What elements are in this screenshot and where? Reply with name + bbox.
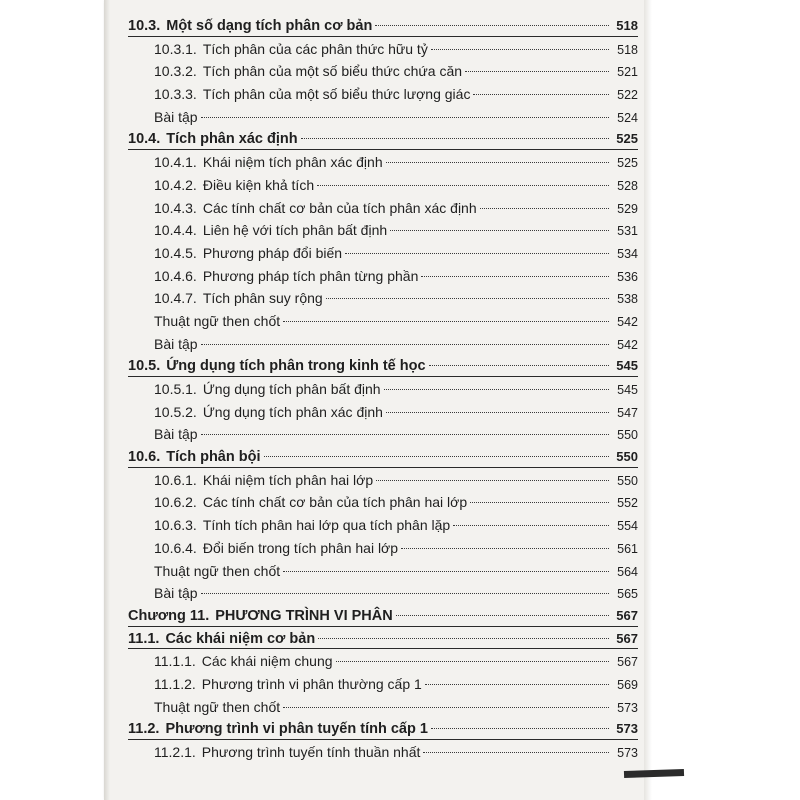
dot-leader — [283, 321, 609, 322]
toc-entry-number: 10.6.2. — [154, 494, 197, 511]
toc-entry — [128, 174, 638, 197]
toc-entry — [128, 696, 638, 719]
dot-leader — [453, 525, 609, 526]
toc-entry — [128, 242, 638, 265]
toc-entry-number: 10.4.5. — [154, 244, 197, 261]
toc-entry — [128, 491, 638, 514]
dot-leader — [326, 298, 609, 299]
toc-entry-title: Phương trình vi phân tuyến tính cấp 1 — [165, 721, 428, 738]
dot-leader — [431, 49, 609, 50]
toc-entry — [128, 582, 638, 605]
toc-entry-title: Các tính chất cơ bản của tích phân hai lớp — [202, 494, 468, 511]
dot-leader — [470, 502, 609, 503]
toc-entry-page: 524 — [617, 110, 638, 125]
dot-leader — [283, 707, 609, 708]
toc-entry-title: Ứng dụng tích phân bất định — [202, 381, 381, 397]
toc-entry-title: Tích phân suy rộng — [202, 290, 323, 307]
toc-entry-title: Phương trình tuyến tính thuần nhất — [201, 744, 421, 760]
toc-entry-title: Tính tích phân hai lớp qua tích phân lặp — [202, 517, 451, 534]
toc-entry — [128, 741, 638, 764]
toc-entry-number: 10.4.1. — [154, 154, 197, 171]
toc-entry — [128, 60, 638, 83]
toc-entry — [128, 197, 638, 220]
toc-entry-number: 10.5.2. — [154, 403, 197, 420]
dot-leader — [390, 230, 609, 231]
dot-leader — [396, 615, 609, 616]
toc-entry — [128, 673, 638, 696]
toc-entry-page: 542 — [617, 337, 638, 352]
toc-entry-page: 552 — [617, 496, 638, 511]
dot-leader — [473, 94, 609, 95]
toc-entry-page: 554 — [617, 519, 638, 534]
toc-entry-page: 550 — [617, 428, 638, 443]
dot-leader — [317, 185, 609, 186]
dot-leader — [336, 661, 609, 662]
toc-entry-number: 10.3.1. — [154, 40, 197, 57]
toc-entry — [128, 401, 638, 424]
toc-entry-title: Liên hệ với tích phân bất định — [202, 222, 388, 239]
dot-leader — [431, 728, 609, 729]
dot-leader — [201, 117, 609, 118]
dot-leader — [384, 389, 609, 390]
dot-leader — [386, 162, 609, 163]
toc-entry-number: 10.4.6. — [154, 267, 197, 284]
dot-leader — [301, 138, 609, 139]
section-underline — [128, 376, 638, 377]
dot-leader — [345, 253, 609, 254]
toc-entry-title: Phương trình vi phân thường cấp 1 — [201, 675, 422, 692]
toc-entry — [128, 333, 638, 356]
section-underline — [128, 149, 638, 150]
toc-entry-title: Bài tập — [154, 426, 198, 443]
toc-entry-number: 10.4.2. — [154, 176, 197, 193]
toc-entry-number: 10.6.1. — [154, 471, 197, 488]
toc-entry — [128, 423, 638, 446]
toc-entry-page: 529 — [617, 201, 638, 216]
toc-entry-page: 564 — [617, 564, 638, 579]
toc-entry-page: 525 — [617, 156, 638, 171]
toc-entry-title: Phương pháp đổi biến — [202, 244, 343, 261]
toc-entry-title: Các khái niệm cơ bản — [165, 630, 316, 647]
toc-entry-page: 567 — [617, 655, 638, 670]
toc-entry — [128, 83, 638, 106]
dot-leader — [376, 480, 609, 481]
section-underline — [128, 626, 638, 627]
toc-entry-page: 573 — [617, 700, 638, 715]
toc-entry-page: 538 — [617, 292, 638, 307]
toc-entry — [128, 15, 638, 38]
page-edge — [644, 0, 652, 800]
toc-entry-number: 10.3.2. — [154, 63, 197, 80]
toc-entry — [128, 151, 638, 174]
dot-leader — [421, 276, 609, 277]
toc-entry-page: 521 — [617, 65, 638, 80]
toc-entry-page: 550 — [616, 449, 638, 465]
page-binding — [104, 0, 110, 800]
toc-entry-page: 573 — [616, 721, 638, 737]
dot-leader — [425, 684, 609, 685]
toc-entry — [128, 446, 638, 469]
dot-leader — [480, 208, 609, 209]
toc-entry-page: 518 — [617, 42, 638, 57]
toc-entry-number: 10.4. — [128, 131, 161, 148]
toc-entry-number: 11.2. — [128, 721, 160, 738]
toc-entry-page: 550 — [617, 473, 638, 488]
dot-leader — [401, 548, 609, 549]
toc-entry-page: 542 — [617, 314, 638, 329]
toc-entry — [128, 128, 638, 151]
toc-entry-number: 10.4.4. — [154, 222, 197, 239]
toc-entry — [128, 38, 638, 61]
toc-entry — [128, 650, 638, 673]
toc-entry-number: Chương 11. — [128, 607, 210, 624]
toc-entry-title: Phương pháp tích phân từng phần — [202, 267, 419, 284]
toc-entry-title: Đổi biến trong tích phân hai lớp — [202, 539, 399, 556]
toc-entry-page: 545 — [617, 383, 638, 397]
toc-entry-title: Tích phân của một số biểu thức lượng giác — [202, 86, 471, 103]
toc-entry-number: 10.6.4. — [154, 539, 197, 556]
toc-entry-number: 10.6. — [128, 449, 161, 466]
toc-entry — [128, 265, 638, 288]
toc-entry-page: 561 — [617, 541, 638, 556]
toc-entry-title: Các khái niệm chung — [201, 653, 333, 670]
dot-leader — [375, 25, 609, 26]
toc-entry-number: 10.3.3. — [154, 86, 197, 103]
toc-entry-title: Điều kiện khả tích — [202, 176, 315, 193]
toc-entry-number: 10.3. — [128, 18, 161, 34]
toc-entry-title: Khái niệm tích phân xác định — [202, 154, 383, 171]
dot-leader — [318, 638, 609, 639]
toc-entry — [128, 628, 638, 651]
dot-leader — [201, 593, 609, 594]
toc-entry-page: 536 — [617, 269, 638, 284]
toc-entry-title: Một số dạng tích phân cơ bản — [166, 18, 373, 34]
dot-leader — [386, 412, 609, 413]
toc-entry — [128, 469, 638, 492]
toc-entry-title: Tích phân xác định — [166, 131, 298, 148]
section-underline — [128, 36, 638, 37]
toc-entry-number: 11.1. — [128, 630, 160, 647]
toc-entry — [128, 310, 638, 333]
toc-entry-page: 522 — [617, 88, 638, 103]
toc-entry-title: Thuật ngữ then chốt — [154, 312, 281, 329]
toc-entry-title: Khái niệm tích phân hai lớp — [202, 471, 374, 488]
toc-entry — [128, 718, 638, 741]
toc-entry-title: Bài tập — [154, 108, 198, 125]
toc-entry-number: 10.5.1. — [154, 381, 197, 397]
toc-entry-title: Tích phân của một số biểu thức chứa căn — [202, 63, 463, 80]
toc-entry-number: 10.6.3. — [154, 517, 197, 534]
toc-entry-title: Ứng dụng tích phân trong kinh tế học — [166, 358, 426, 375]
dot-leader — [201, 344, 609, 345]
toc-entry-title: Bài tập — [154, 585, 198, 602]
toc-entry — [128, 219, 638, 242]
section-underline — [128, 648, 638, 649]
toc-entry-page: 518 — [616, 18, 638, 33]
toc-entry-number: 10.4.7. — [154, 290, 197, 307]
toc-entry-page: 573 — [617, 746, 638, 760]
toc-entry-title: Thuật ngữ then chốt — [154, 562, 281, 579]
cover-edge — [624, 769, 684, 778]
toc-entry-title: Ứng dụng tích phân xác định — [202, 403, 383, 420]
toc-entry-number: 11.1.2. — [154, 675, 196, 692]
toc-entry-page: 545 — [616, 358, 638, 374]
dot-leader — [283, 571, 609, 572]
toc-entry — [128, 537, 638, 560]
toc-entry-page: 534 — [617, 246, 638, 261]
toc-entry-page: 528 — [617, 178, 638, 193]
toc-entry — [128, 378, 638, 401]
toc-entry-number: 10.4.3. — [154, 199, 197, 216]
toc-entry-title: PHƯƠNG TRÌNH VI PHÂN — [215, 607, 393, 624]
toc-entry-page: 531 — [617, 224, 638, 239]
toc-entry-title: Bài tập — [154, 335, 198, 352]
toc-entry-title: Tích phân bội — [166, 449, 261, 466]
toc-entry — [128, 514, 638, 537]
table-of-contents — [128, 15, 638, 764]
dot-leader — [423, 752, 609, 753]
toc-entry-page: 525 — [616, 131, 638, 147]
toc-entry-number: 10.5. — [128, 358, 161, 375]
toc-entry-page: 567 — [616, 630, 638, 646]
toc-entry — [128, 560, 638, 583]
toc-entry-number: 11.2.1. — [154, 744, 196, 760]
toc-entry-page: 569 — [617, 677, 638, 692]
section-underline — [128, 739, 638, 740]
dot-leader — [264, 456, 610, 457]
toc-entry-page: 565 — [617, 587, 638, 602]
toc-entry — [128, 605, 638, 628]
toc-entry — [128, 106, 638, 129]
toc-entry-page: 567 — [616, 607, 638, 623]
toc-entry — [128, 355, 638, 378]
dot-leader — [201, 434, 609, 435]
dot-leader — [465, 71, 609, 72]
section-underline — [128, 467, 638, 468]
dot-leader — [429, 365, 609, 366]
toc-entry — [128, 287, 638, 310]
toc-entry-title: Thuật ngữ then chốt — [154, 698, 281, 715]
toc-entry-page: 547 — [617, 405, 638, 420]
toc-entry-title: Tích phân của các phân thức hữu tỷ — [202, 40, 428, 57]
toc-entry-title: Các tính chất cơ bản của tích phân xác định — [202, 199, 477, 216]
toc-entry-number: 11.1.1. — [154, 653, 196, 670]
